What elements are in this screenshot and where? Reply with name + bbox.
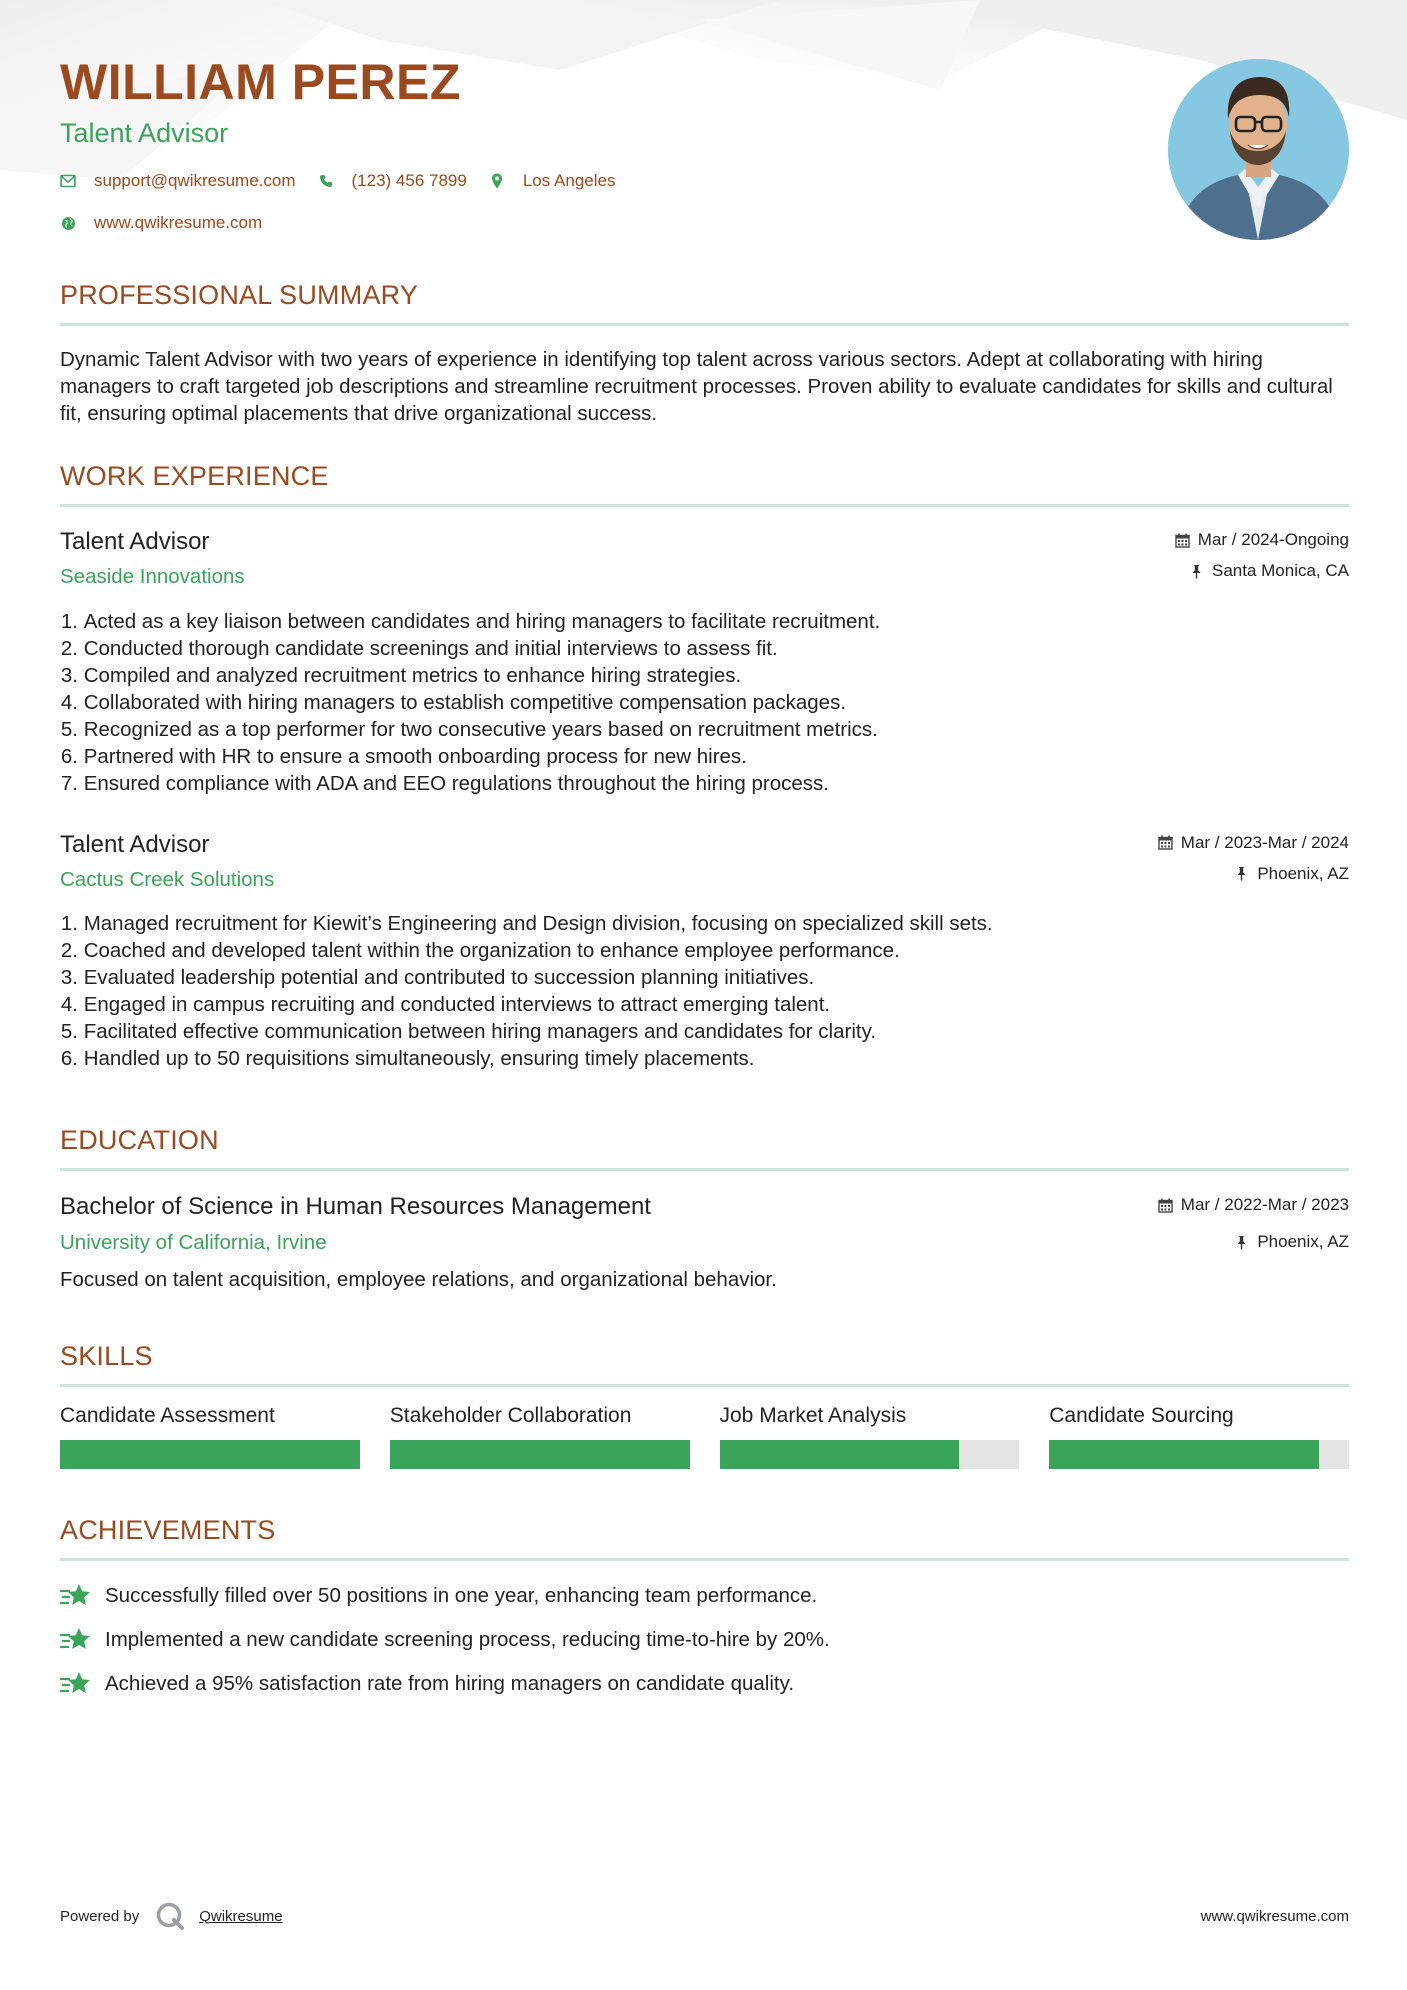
skill-name: Candidate Assessment [60,1404,275,1427]
section-title-skills: SKILLS [60,1343,1349,1387]
skill-level-bar [1049,1440,1349,1469]
bullet-number: 5. [60,717,78,741]
job-title: Talent Advisor [60,830,210,858]
bullet-text: Acted as a key liaison between candidates and hiring managers to facilitate recruitment. [78,609,881,633]
contact-location [489,171,616,191]
achievements-list [60,1581,1349,1699]
skill-level-fill [390,1440,690,1469]
education-location [1158,1232,1349,1252]
section-title-summary: PROFESSIONAL SUMMARY [60,282,1349,326]
skills-list [60,1405,1349,1469]
education-meta [1158,1195,1349,1252]
job-title: Talent Advisor [60,528,210,555]
section-experience [60,463,1349,1072]
bullet-text: Recognized as a top performer for two consecutive years based on recruitment metrics. [78,717,878,741]
star-icon [60,1582,92,1610]
resume-header [60,55,1060,233]
map-pin-icon [489,173,505,189]
achievement-item [60,1625,1349,1655]
powered-by-label: Powered by [60,1907,140,1925]
skill-level-bar [390,1440,690,1469]
bullet-text: Handled up to 50 requisitions simultaneously, ensuring timely placements. [78,1047,755,1070]
achievement-text: Implemented a new candidate screening process, reducing time-to-hire by 20%. [105,1628,830,1651]
bullet-text: Engaged in campus recruiting and conducted interviews to attract emerging talent. [78,993,831,1016]
education-description: Focused on talent acquisition, employee relations, and organizational behavior. [60,1267,777,1291]
qwikresume-link[interactable]: Qwikresume [199,1907,283,1925]
bullet-number: 5. [60,1020,78,1043]
bullet-number: 6. [60,744,78,768]
bullet-number: 3. [60,966,78,989]
job-bullet-item [60,1045,1349,1072]
job-bullet-item [60,910,1349,937]
skill-item [720,1405,1020,1469]
pushpin-icon [1189,564,1204,579]
globe-icon [60,215,76,231]
phone-icon [318,173,334,189]
skill-name: Job Market Analysis [719,1404,907,1427]
job-location-text: Santa Monica, CA [1211,561,1349,580]
skill-item [60,1405,360,1469]
achievement-item [60,1669,1349,1699]
skill-level-fill [1049,1440,1319,1469]
achievement-item [60,1581,1349,1611]
footer-url[interactable]: www.qwikresume.com [1200,1907,1349,1925]
job-bullet-item [60,662,1349,689]
profile-photo [1168,59,1349,240]
website-text: www.qwikresume.com [94,213,263,232]
star-icon [60,1626,92,1654]
job-bullet-item [60,1018,1349,1045]
job-bullets [60,910,1349,1072]
candidate-name: WILLIAM PEREZ [60,54,461,110]
bullet-number: 3. [60,663,78,687]
bullet-text: Evaluated leadership potential and contributed to succession planning initiatives. [78,966,815,989]
job-bullet-item [60,743,1349,770]
skill-level-bar [60,1440,360,1469]
job-bullet-item [60,608,1349,635]
contact-email[interactable] [60,171,296,191]
job-bullet-item [60,770,1349,797]
education-entry [60,1195,1349,1293]
bullet-number: 7. [60,771,78,795]
pushpin-icon [1234,866,1249,881]
candidate-role: Talent Advisor [60,118,229,148]
job-entry [60,830,1349,1073]
section-achievements [60,1517,1349,1699]
bullet-text: Compiled and analyzed recruitment metrics to enhance hiring strategies. [78,663,742,687]
bullet-number: 6. [60,1047,78,1070]
job-bullet-item [60,964,1349,991]
envelope-icon [60,173,76,189]
calendar-icon [1158,1198,1173,1213]
phone-text: (123) 456 7899 [351,171,467,190]
job-company: Cactus Creek Solutions [60,867,275,891]
job-location [1158,864,1349,884]
section-skills [60,1343,1349,1469]
bullet-text: Collaborated with hiring managers to establish competitive compensation packages. [78,690,847,714]
skill-item [1049,1405,1349,1469]
bullet-number: 4. [60,690,78,714]
star-icon [60,1670,92,1698]
section-title-achievements: ACHIEVEMENTS [60,1517,1349,1561]
bullet-number: 2. [60,939,78,962]
section-title-education: EDUCATION [60,1127,1349,1171]
qwikresume-logo-icon [155,1901,185,1931]
bullet-text: Partnered with HR to ensure a smooth onboarding process for new hires. [78,744,747,768]
location-text: Los Angeles [522,171,616,190]
school-name: University of California, Irvine [60,1231,327,1254]
job-location-text: Phoenix, AZ [1257,863,1349,883]
skill-level-fill [60,1440,360,1469]
job-bullet-item [60,991,1349,1018]
skill-name: Candidate Sourcing [1049,1404,1234,1427]
calendar-icon [1175,533,1190,548]
calendar-icon [1158,835,1173,850]
job-bullet-item [60,635,1349,662]
contact-website[interactable] [60,213,262,233]
job-dates [1158,833,1349,853]
skill-level-bar [720,1440,1020,1469]
bullet-text: Coached and developed talent within the organization to enhance employee performance. [78,939,900,962]
contact-phone[interactable] [318,171,467,191]
powered-by [60,1901,283,1931]
section-summary [60,282,1349,427]
achievement-text: Achieved a 95% satisfaction rate from hiring managers on candidate quality. [105,1672,795,1695]
job-bullets [60,608,1349,797]
achievement-text: Successfully filled over 50 positions in one year, enhancing team performance. [105,1584,818,1607]
bullet-text: Conducted thorough candidate screenings and initial interviews to assess fit. [78,636,778,660]
skill-name: Stakeholder Collaboration [389,1404,632,1427]
skill-level-fill [720,1440,960,1469]
bullet-number: 1. [60,609,78,633]
job-meta [1175,530,1349,581]
job-location [1175,561,1349,581]
contact-row [60,171,1060,191]
bullet-text: Managed recruitment for Kiewit’s Engineering and Design division, focusing on specialized skill sets. [78,912,993,935]
bullet-number: 1. [60,912,78,935]
bullet-text: Ensured compliance with ADA and EEO regulations throughout the hiring process. [78,771,829,795]
bullet-number: 4. [60,993,78,1016]
section-title-experience: WORK EXPERIENCE [60,463,1349,507]
bullet-text: Facilitated effective communication between hiring managers and candidates for clarity. [78,1020,877,1043]
skill-item [390,1405,690,1469]
summary-text: Dynamic Talent Advisor with two years of experience in identifying top talent across various sectors. Adept at collaborating with hiring managers to craft targeted job descriptions and streamline recruitment processes. Proven ability to evaluate candidates for skills and cultural fit, ensuring optimal placements that drive organizational success. [60,348,1333,425]
job-bullet-item [60,716,1349,743]
job-meta [1158,833,1349,884]
job-bullet-item [60,937,1349,964]
job-bullet-item [60,689,1349,716]
job-company: Seaside Innovations [60,565,245,588]
education-dates [1158,1195,1349,1215]
job-dates-text: Mar / 2024-Ongoing [1197,530,1349,549]
footer [60,1898,1349,1934]
job-entry [60,530,1349,797]
section-education [60,1127,1349,1293]
bullet-number: 2. [60,636,78,660]
degree-title: Bachelor of Science in Human Resources Management [60,1193,651,1220]
education-dates-text: Mar / 2022-Mar / 2023 [1180,1195,1349,1214]
job-dates [1175,530,1349,550]
pushpin-icon [1234,1235,1249,1250]
education-location-text: Phoenix, AZ [1257,1232,1349,1251]
job-dates-text: Mar / 2023-Mar / 2024 [1180,832,1349,852]
email-text: support@qwikresume.com [94,171,296,190]
contact-row-website [60,213,1060,233]
